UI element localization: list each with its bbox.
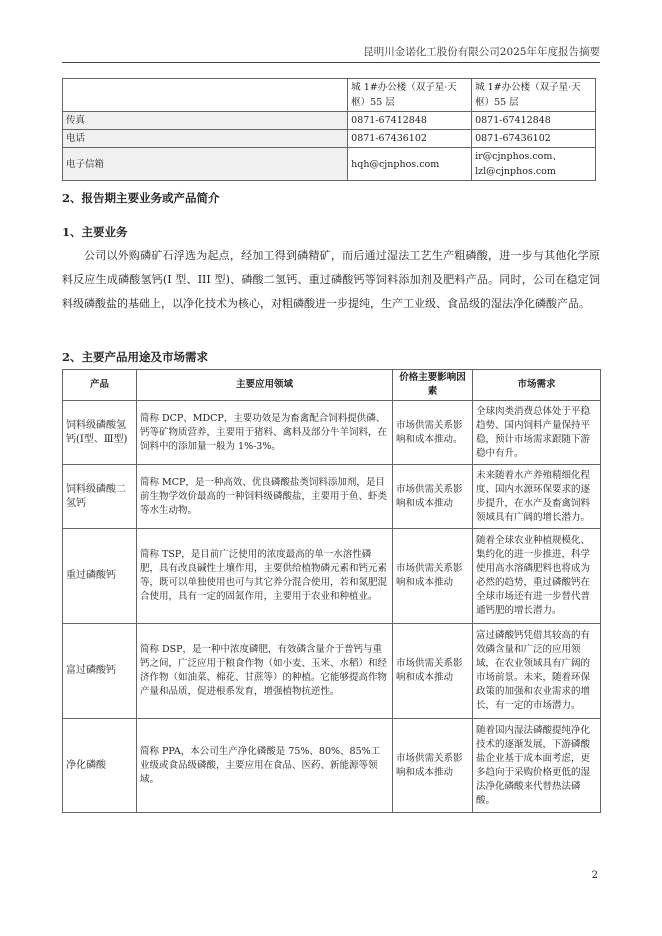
contact-value: 城 1#办公楼（双子星·天枢）55 层 bbox=[472, 79, 596, 112]
product-price-factor: 市场供需关系影响和成本推动 bbox=[393, 529, 473, 624]
product-name: 饲料级磷酸二氢钙 bbox=[63, 465, 137, 529]
page-header: 昆明川金诺化工股份有限公司2025年年度报告摘要 bbox=[62, 44, 600, 63]
product-application: 简称 MCP，是一种高效、优良磷酸盐类饲料添加剂，是目前生物学效价最高的一种饲料级磷酸盐，主要用于鱼、虾类等水生动物。 bbox=[137, 465, 393, 529]
table-row bbox=[63, 465, 601, 529]
business-paragraph: 公司以外购磷矿石浮选为起点，经加工得到磷精矿，而后通过湿法工艺生产粗磷酸，进一步与其他化学原料反应生成磷酸氢钙(I 型、III 型)、磷酸二氢钙、重过磷酸钙等饲料添加剂及肥料产品。同时，公司在稳定饲料级磷酸盐的基础上，以净化技术为核心，对粗磷酸进一步提纯，生产工业级、食品级的湿法净化磷酸产品。 bbox=[62, 249, 600, 310]
product-table bbox=[62, 369, 601, 813]
subsection-title-business: 1、主要业务 bbox=[62, 225, 128, 239]
contact-value: 城 1#办公楼（双子星·天枢）55 层 bbox=[348, 79, 472, 112]
contact-row-fax bbox=[63, 112, 596, 130]
product-name: 富过磷酸钙 bbox=[63, 624, 137, 719]
section-title: 2、报告期主要业务或产品简介 bbox=[62, 191, 220, 205]
contact-value: 0871-67436102 bbox=[472, 130, 596, 148]
product-name: 净化磷酸 bbox=[63, 719, 137, 813]
contact-value: hqh@cjnphos.com bbox=[348, 148, 472, 181]
contact-row-address bbox=[63, 79, 596, 112]
product-price-factor: 市场供需关系影响和成本推动 bbox=[393, 465, 473, 529]
contact-value: 0871-67412848 bbox=[472, 112, 596, 130]
product-demand: 随着国内湿法磷酸提纯净化技术的逐渐发展，下游磷酸盐企业基于成本面考虑，更多趋向于采购价格更低的湿法净化磷酸来代替热法磷酸。 bbox=[473, 719, 601, 813]
product-price-factor: 市场供需关系影响和成本推动。 bbox=[393, 401, 473, 465]
product-application: 简称 DSP，是一种中浓度磷肥，有效磷含量介于普钙与重钙之间，广泛应用于粮食作物（如小麦、玉米、水稻）和经济作物（如油菜、棉花、甘蔗等）的种植。它能够提高作物产量和品质，促进根系发育，增强植物抗逆性。 bbox=[137, 624, 393, 719]
product-demand: 全球肉类消费总体处于平稳趋势、国内饲料产量保持平稳，预计市场需求跟随下游稳中有升。 bbox=[473, 401, 601, 465]
contact-label bbox=[63, 79, 348, 112]
table-row bbox=[63, 529, 601, 624]
product-application: 简称 TSP，是目前广泛使用的浓度最高的单一水溶性磷肥，具有改良碱性土壤作用，主要供给植物磷元素和钙元素等，既可以单独使用也可与其它养分混合使用，若和氮肥混合使用，具有一定的固氮作用，主要用于农业和种植业。 bbox=[137, 529, 393, 624]
page-number: 2 bbox=[591, 870, 598, 881]
product-application: 简称 DCP、MDCP，主要功效是为畜禽配合饲料提供磷、钙等矿物质营养，主要用于猪料、禽料及部分牛羊饲料，在饲料中的添加量一般为 1%-3%。 bbox=[137, 401, 393, 465]
product-application: 简称 PPA，本公司生产净化磷酸是 75%、80%、85%工业级或食品级磷酸，主要应用在食品、医药、新能源等领域。 bbox=[137, 719, 393, 813]
product-name: 重过磷酸钙 bbox=[63, 529, 137, 624]
table-header-row bbox=[63, 370, 601, 401]
contact-label: 电子信箱 bbox=[63, 148, 348, 181]
product-price-factor: 市场供需关系影响和成本推动 bbox=[393, 624, 473, 719]
product-demand: 未来随着水产养殖精细化程度、国内水源环保要求的逐步提升，在水产及畜禽饲料领域具有广阔的增长潜力。 bbox=[473, 465, 601, 529]
column-header: 价格主要影响因素 bbox=[393, 370, 473, 401]
contact-label: 传真 bbox=[63, 112, 348, 130]
contact-label: 电话 bbox=[63, 130, 348, 148]
contact-table bbox=[62, 78, 596, 181]
table-row bbox=[63, 719, 601, 813]
column-header: 产品 bbox=[63, 370, 137, 401]
column-header: 主要应用领域 bbox=[137, 370, 393, 401]
product-price-factor: 市场供需关系影响和成本推动 bbox=[393, 719, 473, 813]
table-row bbox=[63, 624, 601, 719]
column-header: 市场需求 bbox=[473, 370, 601, 401]
product-demand: 富过磷酸钙凭借其较高的有效磷含量和广泛的应用领域，在农业领域具有广阔的市场前景。未来，随着环保政策的加强和农业需求的增长，有一定的市场潜力。 bbox=[473, 624, 601, 719]
product-name: 饲料级磷酸氢钙(Ⅰ型、Ⅲ型) bbox=[63, 401, 137, 465]
contact-row-email bbox=[63, 148, 596, 181]
contact-row-phone bbox=[63, 130, 596, 148]
subsection-title-products: 2、主要产品用途及市场需求 bbox=[62, 350, 209, 364]
contact-value: ir@cjnphos.com、lzl@cjnphos.com bbox=[472, 148, 596, 181]
contact-value: 0871-67436102 bbox=[348, 130, 472, 148]
contact-value: 0871-67412848 bbox=[348, 112, 472, 130]
product-demand: 随着全球农业种植规模化、集约化的进一步推进，科学使用高水溶磷肥料也将成为必然的趋势，重过磷酸钙在全球市场还有进一步替代普通钙肥的增长潜力。 bbox=[473, 529, 601, 624]
table-row bbox=[63, 401, 601, 465]
